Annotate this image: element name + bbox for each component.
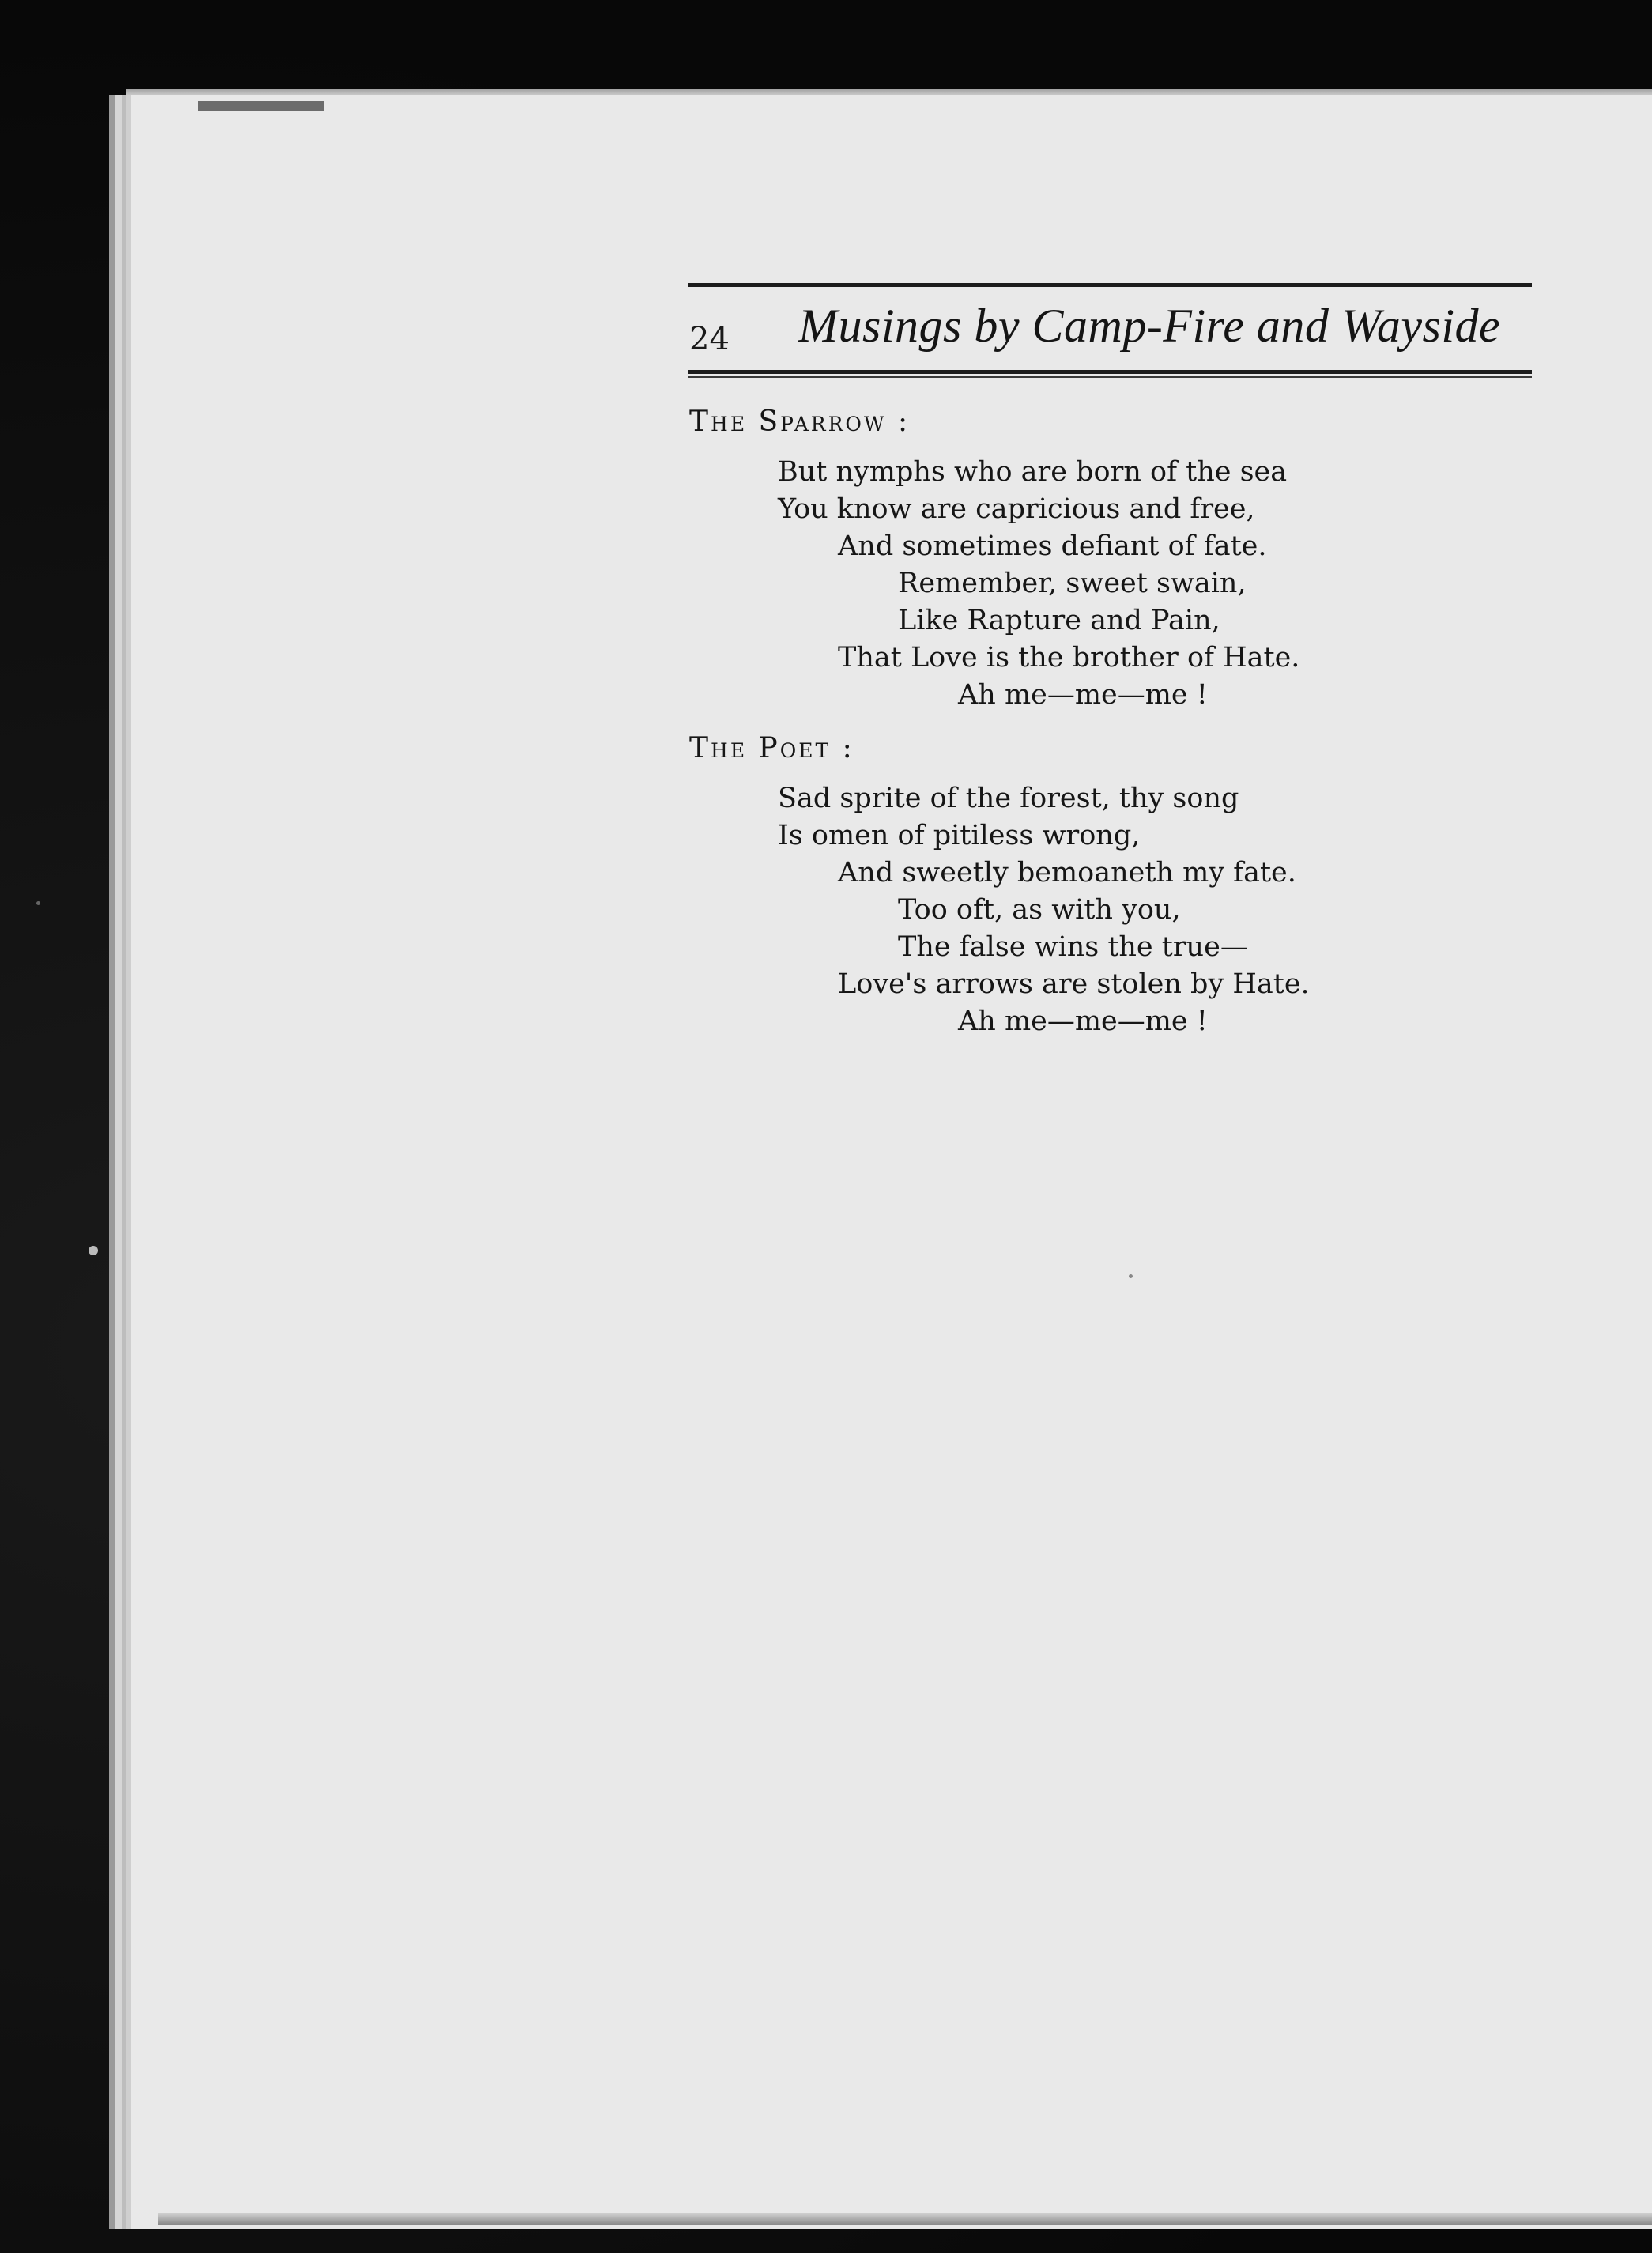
verse-line: You know are capricious and free, [778, 493, 1255, 525]
verse-line: That Love is the brother of Hate. [838, 642, 1300, 674]
page-bottom-edge [158, 2213, 1652, 2225]
page-number: 24 [689, 321, 730, 357]
verse-line: Ah me—me—me ! [958, 679, 1208, 711]
header-rule-bottom [688, 370, 1532, 374]
verse-line: Love's arrows are stolen by Hate. [838, 968, 1310, 1000]
verse-line: Remember, sweet swain, [898, 568, 1247, 599]
verse-line: But nymphs who are born of the sea [778, 456, 1288, 488]
running-head [688, 299, 1532, 370]
verse-line: Ah me—me—me ! [958, 1006, 1208, 1037]
poem-body [689, 403, 1519, 1056]
header-rule-top [688, 283, 1532, 287]
verse-line: Like Rapture and Pain, [898, 605, 1220, 636]
speaker-label: The Poet : [689, 732, 854, 764]
verse-line: And sometimes defiant of fate. [838, 530, 1267, 562]
verse-line: Too oft, as with you, [898, 894, 1181, 926]
header-rule-bottom-thin [688, 376, 1532, 378]
verse-line: And sweetly bemoaneth my fate. [838, 857, 1296, 889]
scan-speck [1129, 1274, 1133, 1278]
running-title: Musings by Camp-Fire and Wayside [798, 300, 1501, 352]
stanza-sparrow [689, 403, 1519, 714]
binding-mark [198, 101, 324, 111]
stanza-poet [689, 730, 1519, 1040]
scan-speck [89, 1246, 98, 1255]
speaker-label: The Sparrow : [689, 406, 911, 438]
verse-line: The false wins the true— [898, 931, 1248, 963]
scan-speck [36, 901, 40, 905]
verse-line: Is omen of pitiless wrong, [778, 820, 1141, 851]
verse-line: Sad sprite of the forest, thy song [778, 783, 1239, 814]
